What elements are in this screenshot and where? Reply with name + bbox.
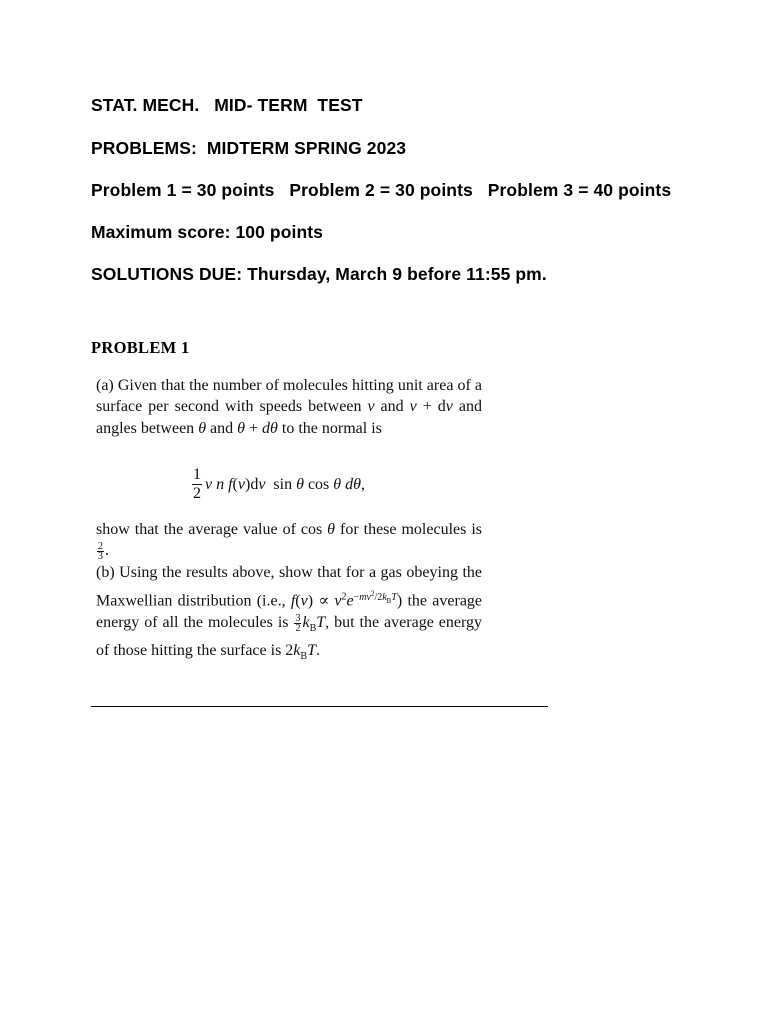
maximum-score: Maximum score: 100 points bbox=[91, 222, 324, 242]
points-breakdown: Problem 1 = 30 points Problem 2 = 30 points Problem 3 = 40 points bbox=[91, 180, 672, 200]
one-half-fraction: $\frac{1}{2}$ bbox=[193, 466, 201, 502]
section-divider bbox=[91, 706, 548, 707]
flux-formula: $\frac{1}{2}$ v n f(v)dv sin θ cos θ dθ, bbox=[193, 466, 365, 502]
document-title: STAT. MECH. MID- TERM TEST bbox=[91, 95, 363, 115]
problem-1-part-a-task: show that the average value of cos θ for these molecules is $\frac{2}{3}$ . bbox=[96, 521, 482, 563]
due-date: SOLUTIONS DUE: Thursday, March 9 before 11:55 pm. bbox=[91, 264, 547, 284]
problem-1-part-a-intro: (a) Given that the number of molecules hitting unit area of a surface per second with speeds between v and v + dv and angles between θ and θ + dθ to the normal is bbox=[96, 377, 483, 437]
problem-1-part-b: (b) Using the results above, show that for a gas obeying the Maxwellian distribution (i.e., $f(v) \propto v^2e^{-mv^2/2k_BT}$) the average energy of all the molecules is $\frac{3}{2}$ $k_BT$, but the average energy of those hitting the surface is $2k_BT$. bbox=[96, 564, 483, 662]
document-subtitle: PROBLEMS: MIDTERM SPRING 2023 bbox=[91, 138, 407, 158]
problem-1-heading: PROBLEM 1 bbox=[91, 338, 190, 357]
